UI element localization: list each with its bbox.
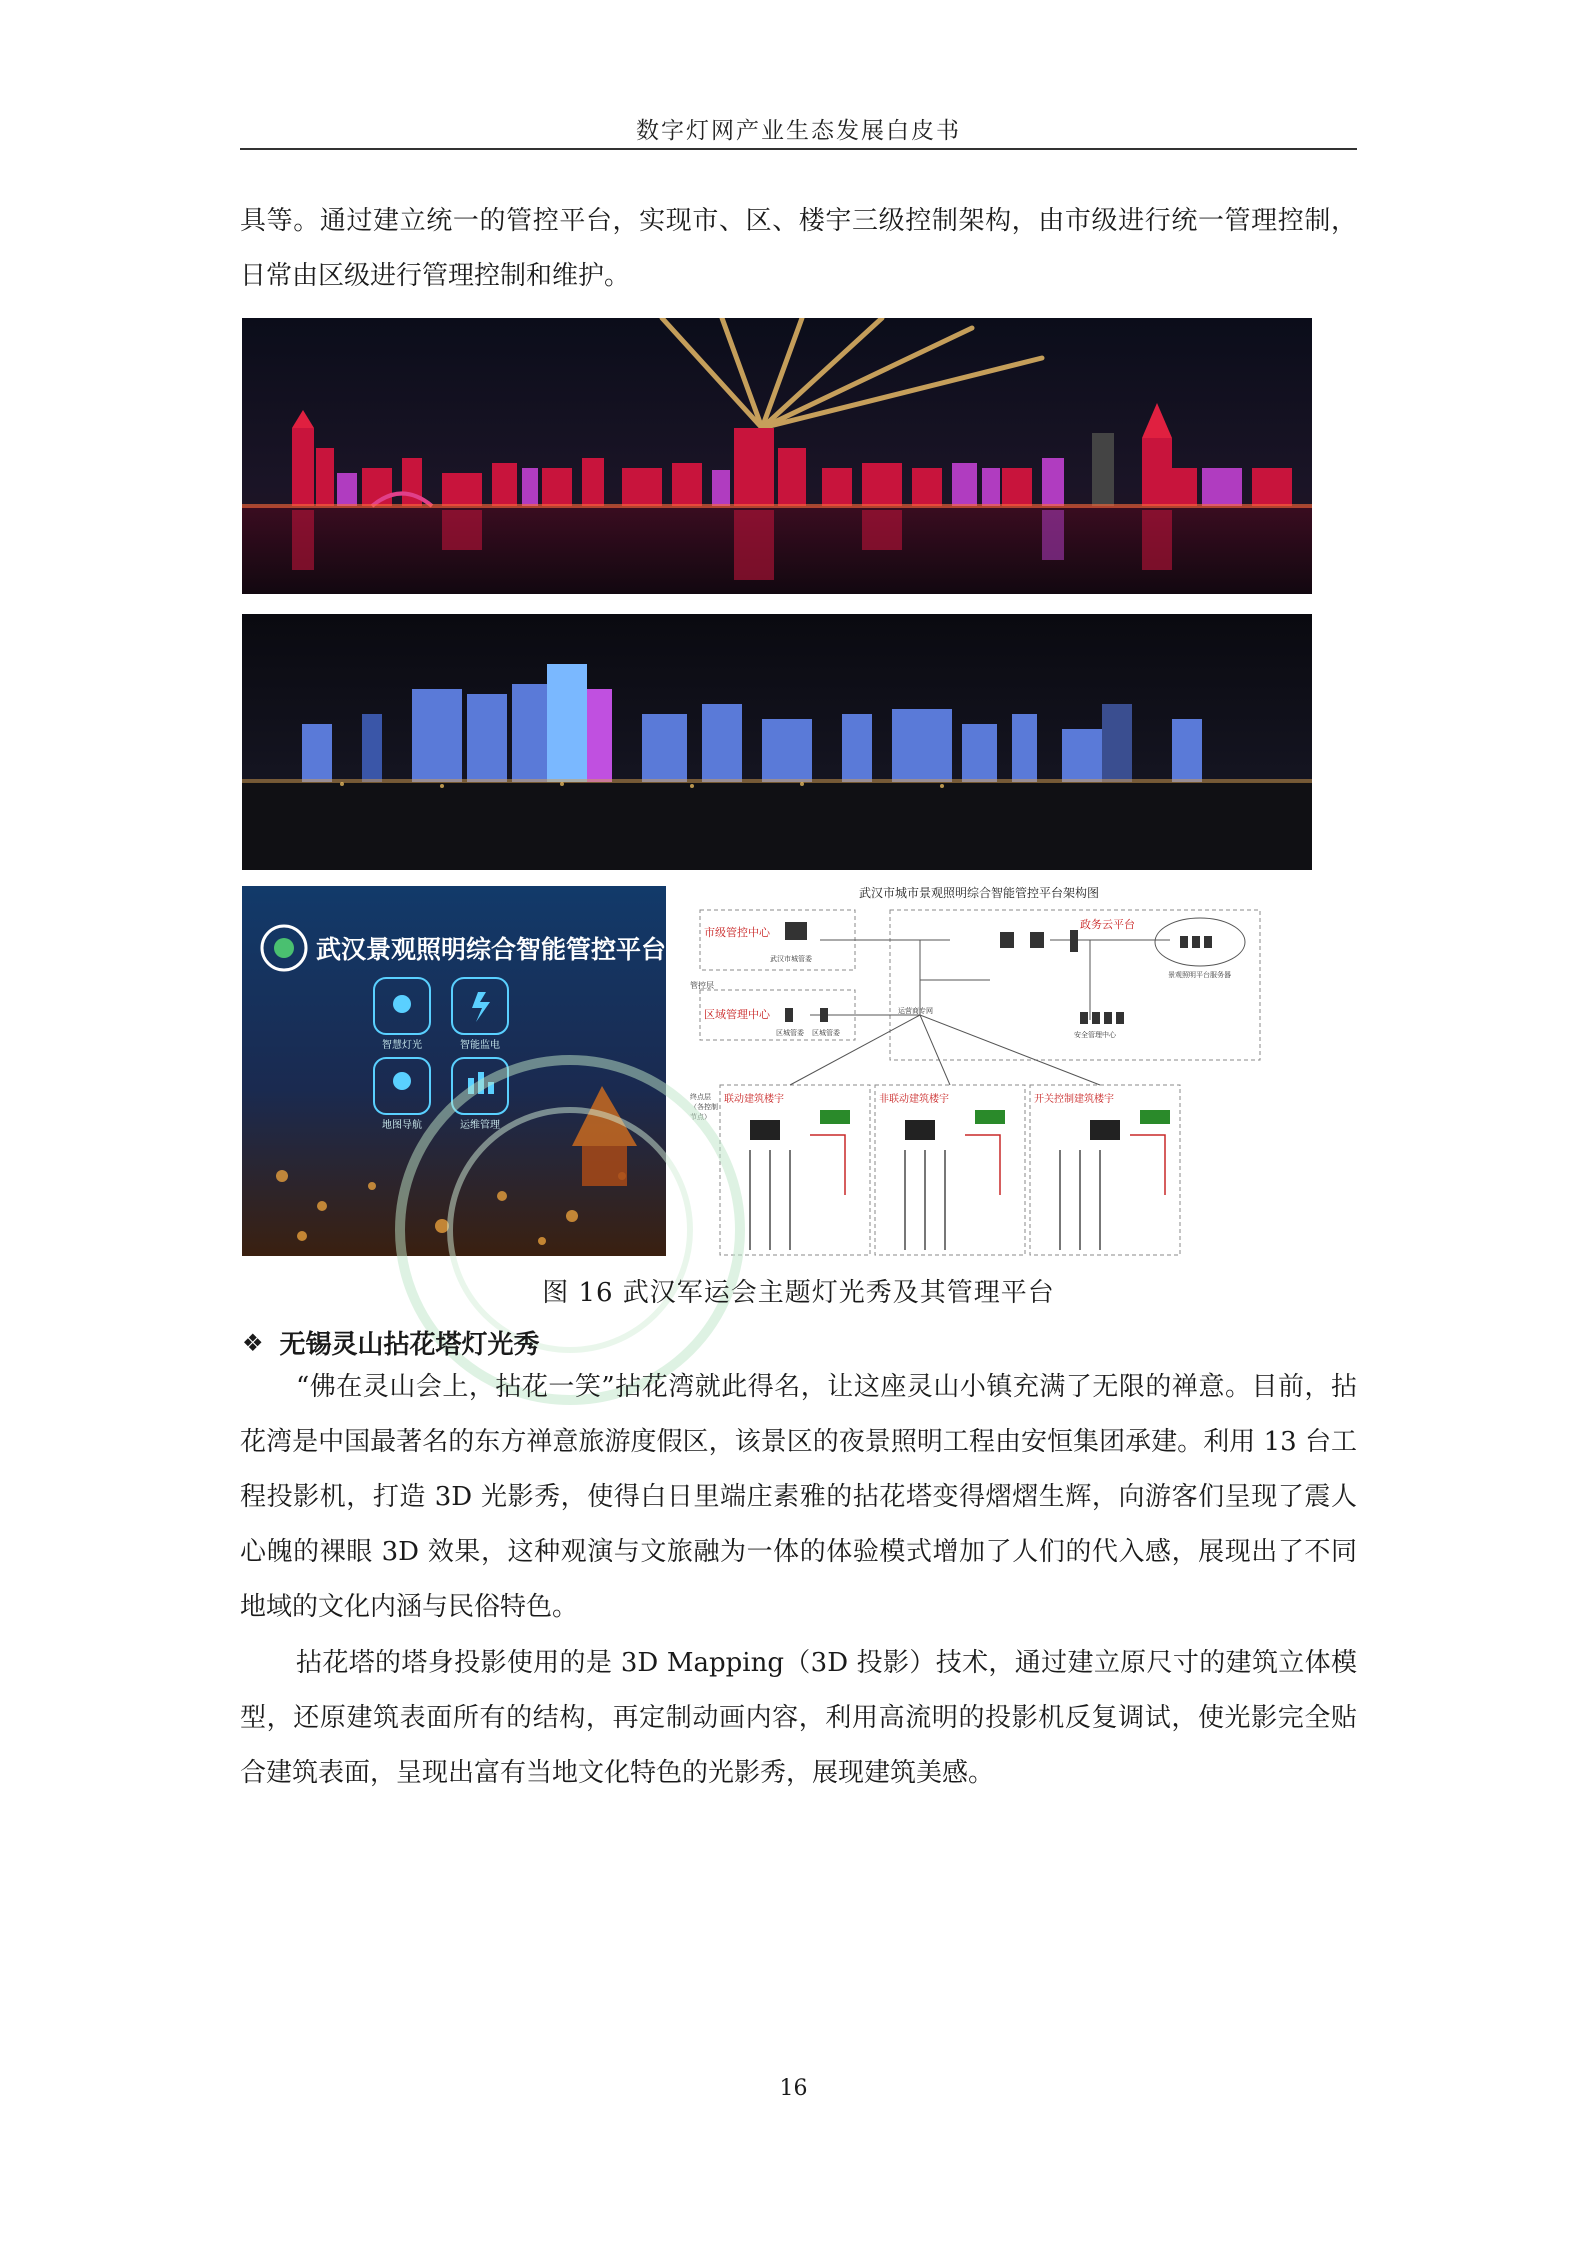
header-rule [240,148,1357,150]
arch-terminal-layer: 终点层（各控制节点） [690,1093,718,1121]
body-paragraph-1: “佛在灵山会上，拈花一笑”拈花湾就此得名，让这座灵山小镇充满了无限的禅意。目前，拈花湾是中国最著名的东方禅意旅游度假区，该景区的夜景照明工程由安恒集团承建。利用 13 台工程投影机，打造 3D 光影秀，使得白日里端庄素雅的拈花塔变得熠熠生辉，向游客们呈现了震人心魄的裸眼 3D 效果，这种观演与文旅融为一体的体验模式增加了人们的代入感，展现出了不同地域的文化内涵与民俗特色。 [240,1372,1357,1622]
arch-bldg-switch: 开关控制建筑楼宇 [1034,1094,1114,1105]
running-header: 数字灯网产业生态发展白皮书 [636,118,961,144]
tile-label-power-monitor: 智能监电 [460,1040,500,1051]
arch-mgmt-layer: 管控层 [690,981,714,990]
arch-title: 武汉市城市景观照明综合智能管控平台架构图 [858,886,1099,900]
section-title: 无锡灵山拈花塔灯光秀 [279,1330,540,1360]
arch-district-a: 区城管委 [776,1029,804,1037]
arch-bldg-unlinked: 非联动建筑楼宇 [879,1094,949,1105]
body-paragraph-2: 拈花塔的塔身投影使用的是 3D Mapping（3D 投影）技术，通过建立原尺寸的建筑立体模型，还原建筑表面所有的结构，再定制动画内容，利用高流明的投影机反复调试，使光影完全贴合建筑表面，呈现出富有当地文化特色的光影秀，展现建筑美感。 [240,1648,1357,1788]
platform-poster-title: 武汉景观照明综合智能管控平台 [316,935,666,964]
tile-label-smart-light: 智慧灯光 [382,1040,422,1051]
skyline-photo-blue [242,614,1312,870]
arch-cloud-label: 景观照明平台服务器 [1168,971,1231,979]
figure-caption: 图 16 武汉军运会主题灯光秀及其管理平台 [542,1278,1055,1308]
tile-label-ops-management: 运维管理 [460,1120,500,1131]
arch-district-b: 区城管委 [812,1029,840,1037]
section-heading [242,1324,540,1361]
arch-network: 运营商专网 [898,1007,933,1015]
arch-gov-cloud: 政务云平台 [1080,918,1135,931]
arch-security: 安全管理中心 [1074,1031,1116,1039]
architecture-diagram [690,880,1268,1258]
arch-city-sub: 武汉市城管委 [770,955,812,963]
tile-label-map-navigation: 地图导航 [382,1120,422,1131]
page-number: 16 [779,2076,808,2101]
arch-city-center: 市级管控中心 [704,926,770,939]
arch-district-center: 区域管理中心 [704,1008,770,1021]
skyline-photo-searchlights [242,318,1312,594]
arch-bldg-linked: 联动建筑楼宇 [724,1094,784,1105]
diamond-bullet-icon: ❖ [242,1328,264,1357]
lead-paragraph: 具等。通过建立统一的管控平台，实现市、区、楼宇三级控制架构，由市级进行统一管理控制，日常由区级进行管理控制和维护。 [240,206,1357,291]
